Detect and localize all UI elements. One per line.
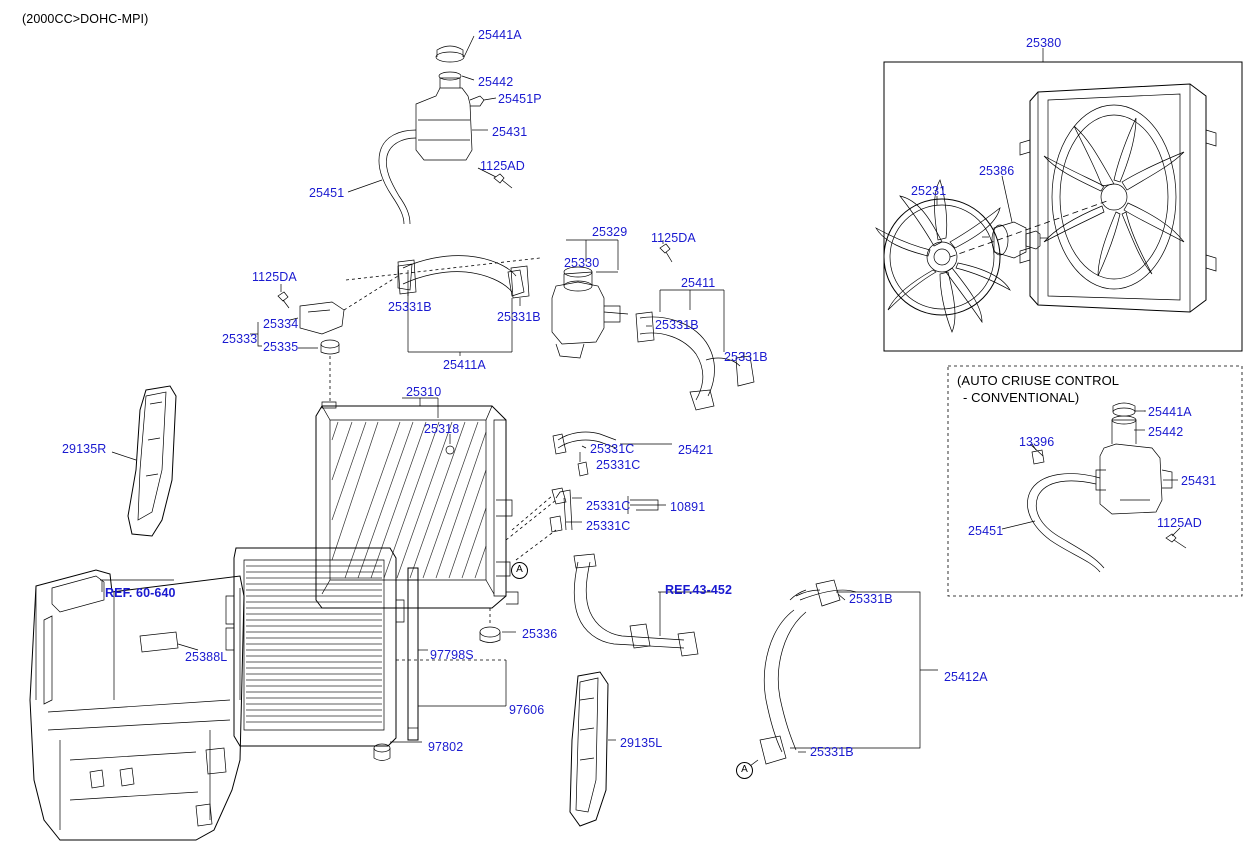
part-label-25331C-4: 25331C — [586, 519, 631, 533]
part-label-25441A: 25441A — [478, 28, 522, 42]
part-label-25380: 25380 — [1026, 36, 1062, 50]
part-label-25231: 25231 — [911, 184, 947, 198]
ref-label-60-640: REF. 60-640 — [105, 586, 176, 600]
cruise-box-title-line1: (AUTO CRIUSE CONTROL — [957, 373, 1120, 388]
part-label-13396: 13396 — [1019, 435, 1055, 449]
part-label-25442-cruise: 25442 — [1148, 425, 1184, 439]
part-label-25451: 25451 — [309, 186, 345, 200]
part-label-25331C-2: 25331C — [596, 458, 641, 472]
part-label-1125DA-right: 1125DA — [651, 231, 696, 245]
part-label-25331B-3: 25331B — [655, 318, 699, 332]
part-label-25331C-3: 25331C — [586, 499, 631, 513]
part-label-25331B-6: 25331B — [810, 745, 854, 759]
part-label-25331B-1: 25331B — [388, 300, 432, 314]
part-label-25331B-5: 25331B — [849, 592, 893, 606]
part-label-25310: 25310 — [406, 385, 442, 399]
part-label-25330: 25330 — [564, 256, 600, 270]
part-label-97802: 97802 — [428, 740, 464, 754]
ref-label-43-452: REF.43-452 — [665, 583, 733, 597]
part-label-10891: 10891 — [670, 500, 706, 514]
diagram-header: (2000CC>DOHC-MPI) — [22, 12, 149, 26]
part-label-97606: 97606 — [509, 703, 545, 717]
part-label-29135L: 29135L — [620, 736, 663, 750]
part-label-25331C-1: 25331C — [590, 442, 635, 456]
part-label-25421: 25421 — [678, 443, 714, 457]
part-label-97798S: 97798S — [430, 648, 474, 662]
part-label-1125AD-top: 1125AD — [480, 159, 525, 173]
part-label-25334: 25334 — [263, 317, 299, 331]
part-label-25431-cruise: 25431 — [1181, 474, 1217, 488]
part-label-25331B-4: 25331B — [724, 350, 768, 364]
part-label-25329: 25329 — [592, 225, 628, 239]
part-label-25333: 25333 — [222, 332, 258, 346]
part-label-25451-cruise: 25451 — [968, 524, 1004, 538]
part-label-1125DA-left: 1125DA — [252, 270, 297, 284]
part-label-25411A: 25411A — [443, 358, 486, 372]
part-label-25412A: 25412A — [944, 670, 988, 684]
part-label-25451P: 25451P — [498, 92, 542, 106]
part-label-25331B-2: 25331B — [497, 310, 541, 324]
callout-a-left: A — [511, 562, 528, 579]
cruise-box-title-line2: - CONVENTIONAL) — [963, 390, 1080, 405]
part-label-25335: 25335 — [263, 340, 299, 354]
part-label-25336: 25336 — [522, 627, 558, 641]
callout-a-right: A — [736, 762, 753, 779]
part-label-25388L: 25388L — [185, 650, 228, 664]
part-label-25431: 25431 — [492, 125, 528, 139]
part-label-25441A-cruise: 25441A — [1148, 405, 1192, 419]
part-label-1125AD-cruise: 1125AD — [1157, 516, 1202, 530]
part-label-25442: 25442 — [478, 75, 514, 89]
part-label-25411: 25411 — [681, 276, 716, 290]
part-label-29135R: 29135R — [62, 442, 107, 456]
part-label-25386: 25386 — [979, 164, 1015, 178]
part-label-25318: 25318 — [424, 422, 460, 436]
